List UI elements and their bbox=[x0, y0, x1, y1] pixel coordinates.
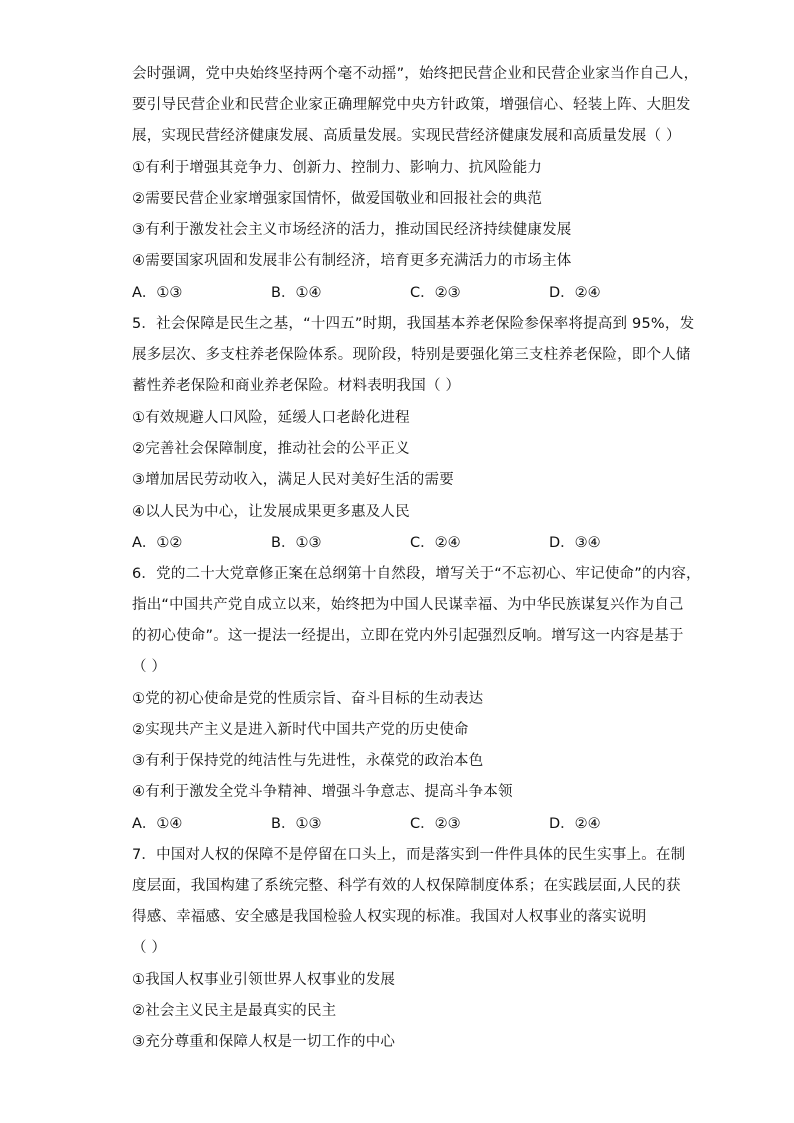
q5-option-c[interactable]: C．②④ bbox=[410, 535, 461, 551]
q7-item-3: ③充分尊重和保障人权是一切工作的中心 bbox=[132, 1034, 396, 1050]
q5-stem-line-1: 5．社会保障是民生之基，“十四五”时期，我国基本养老保险参保率将提高到 95%，发 bbox=[132, 316, 695, 332]
q5-stem-line-3: 蓄性养老保险和商业养老保险。材料表明我国（ ） bbox=[132, 378, 461, 394]
q5-item-4: ④以人民为中心，让发展成果更多惠及人民 bbox=[132, 504, 410, 520]
q6-stem-line-3: 的初心使命”。这一提法一经提出，立即在党内外引起强烈反响。增写这一内容是基于 bbox=[132, 628, 684, 644]
q6-option-d[interactable]: D．②④ bbox=[549, 816, 601, 832]
q7-stem-line-2: 度层面，我国构建了系统完整、科学有效的人权保障制度体系；在实践层面,人民的获 bbox=[132, 878, 681, 894]
q4-option-c[interactable]: C．②③ bbox=[410, 285, 461, 301]
q7-item-2: ②社会主义民主是最真实的民主 bbox=[132, 1003, 337, 1019]
q6-stem-line-1: 6．党的二十大党章修正案在总纲第十自然段，增写关于“不忘初心、牢记使命”的内容， bbox=[132, 566, 701, 582]
q6-item-4: ④有利于激发全党斗争精神、增强斗争意志、提高斗争本领 bbox=[132, 784, 513, 800]
q5-option-d[interactable]: D．③④ bbox=[549, 535, 601, 551]
q6-option-c[interactable]: C．②③ bbox=[410, 816, 461, 832]
q7-stem-line-3: 得感、幸福感、安全感是我国检验人权实现的标准。我国对人权事业的落实说明 bbox=[132, 909, 647, 925]
q5-item-2: ②完善社会保障制度，推动社会的公平正义 bbox=[132, 441, 410, 457]
q7-item-1: ①我国人权事业引领世界人权事业的发展 bbox=[132, 972, 396, 988]
q4-item-2: ②需要民营企业家增强家国情怀，做爱国敬业和回报社会的典范 bbox=[132, 191, 543, 207]
q5-item-1: ①有效规避人口风险，延缓人口老龄化进程 bbox=[132, 410, 410, 426]
q6-option-a[interactable]: A．①④ bbox=[132, 816, 183, 832]
q6-stem-line-4: （ ） bbox=[132, 659, 167, 675]
q4-option-d[interactable]: D．②④ bbox=[549, 285, 601, 301]
q6-item-2: ②实现共产主义是进入新时代中国共产党的历史使命 bbox=[132, 722, 469, 738]
q7-stem-line-4: （ ） bbox=[132, 940, 167, 956]
q7-stem-line-1: 7．中国对人权的保障不是停留在口头上，而是落实到一件件具体的民生实事上。在制 bbox=[132, 847, 686, 863]
q6-item-1: ①党的初心使命是党的性质宗旨、奋斗目标的生动表达 bbox=[132, 691, 484, 707]
q5-item-3: ③增加居民劳动收入，满足人民对美好生活的需要 bbox=[132, 472, 454, 488]
q4-stem-line-2: 要引导民营企业和民营企业家正确理解党中央方针政策，增强信心、轻装上阵、大胆发 bbox=[132, 97, 691, 113]
q4-stem-line-3: 展，实现民营经济健康发展、高质量发展。实现民营经济健康发展和高质量发展（ ） bbox=[132, 128, 681, 144]
q4-item-4: ④需要国家巩固和发展非公有制经济，培育更多充满活力的市场主体 bbox=[132, 253, 572, 269]
q4-item-1: ①有利于增强其竞争力、创新力、控制力、影响力、抗风险能力 bbox=[132, 160, 543, 176]
q4-option-b[interactable]: B．①④ bbox=[271, 285, 322, 301]
q5-option-b[interactable]: B．①③ bbox=[271, 535, 322, 551]
q4-item-3: ③有利于激发社会主义市场经济的活力，推动国民经济持续健康发展 bbox=[132, 222, 572, 238]
q5-stem-line-2: 展多层次、多支柱养老保险体系。现阶段，特别是要强化第三支柱养老保险，即个人储 bbox=[132, 347, 691, 363]
q6-option-b[interactable]: B．①③ bbox=[271, 816, 322, 832]
q4-option-a[interactable]: A．①③ bbox=[132, 285, 183, 301]
q6-item-3: ③有利于保持党的纯洁性与先进性，永葆党的政治本色 bbox=[132, 753, 484, 769]
q4-stem-line-1: 会时强调，党中央始终坚持两个毫不动摇”，始终把民营企业和民营企业家当作自己人， bbox=[132, 66, 699, 82]
q6-stem-line-2: 指出“中国共产党自成立以来，始终把为中国人民谋幸福、为中华民族谋复兴作为自己 bbox=[132, 597, 684, 613]
q5-option-a[interactable]: A．①② bbox=[132, 535, 183, 551]
